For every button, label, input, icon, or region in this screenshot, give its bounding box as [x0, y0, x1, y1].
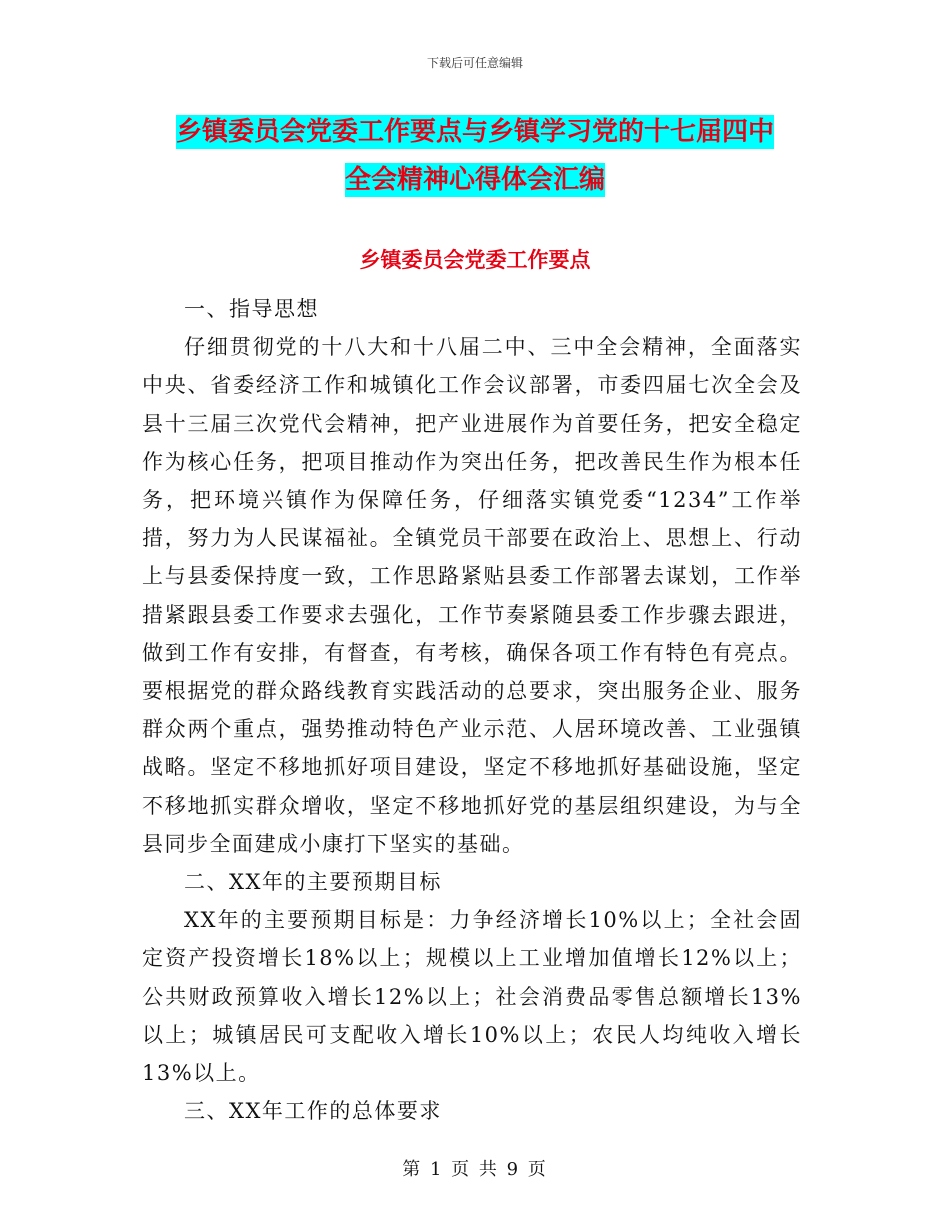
document-title-line1: 乡镇委员会党委工作要点与乡镇学习党的十七届四中	[175, 117, 774, 147]
heading-guiding-thought: 一、指导思想	[184, 297, 319, 321]
page-header-note: 下载后可任意编辑	[426, 56, 523, 70]
section-title: 乡镇委员会党委工作要点	[359, 248, 591, 272]
document-title-line2: 全会精神心得体会汇编	[344, 165, 605, 195]
heading-main-targets: 二、XX年的主要预期目标	[184, 870, 442, 895]
paragraph-main-targets: XX年的主要预期目标是：力争经济增长10%以上；全社会固定资产投资增长18%以上；规模以上工业增加值增长12%以上；公共财政预算收入增长12%以上；社会消费品零售总额增长13%以上；城镇居民可支配收入增长10%以上；农民人均纯收入增长13%以上。	[142, 908, 802, 1086]
document-body	[142, 290, 802, 1130]
heading-overall-requirements: 三、XX年工作的总体要求	[184, 1099, 442, 1124]
document-title	[140, 108, 810, 204]
paragraph-guiding-thought: 仔细贯彻党的十八大和十八届二中、三中全会精神，全面落实中央、省委经济工作和城镇化工作会议部署，市委四届七次全会及县十三届三次党代会精神，把产业进展作为首要任务，把安全稳定作为核心任务，把项目推动作为突出任务，把改善民生作为根本任务，把环境兴镇作为保障任务，仔细落实镇党委“1234”工作举措，努力为人民谋福祉。全镇党员干部要在政治上、思想上、行动上与县委保持度一致，工作思路紧贴县委工作部署去谋划，工作举措紧跟县委工作要求去强化，工作节奏紧随县委工作步骤去跟进，做到工作有安排，有督查，有考核，确保各项工作有特色有亮点。要根据党的群众路线教育实践活动的总要求，突出服务企业、服务群众两个重点，强势推动特色产业示范、人居环境改善、工业强镇战略。坚定不移地抓好项目建设，坚定不移地抓好基础设施，坚定不移地抓实群众增收，坚定不移地抓好党的基层组织建设，为与全县同步全面建成小康打下坚实的基础。	[142, 335, 802, 856]
page-footer-pagination: 第 1 页 共 9 页	[402, 1159, 548, 1180]
